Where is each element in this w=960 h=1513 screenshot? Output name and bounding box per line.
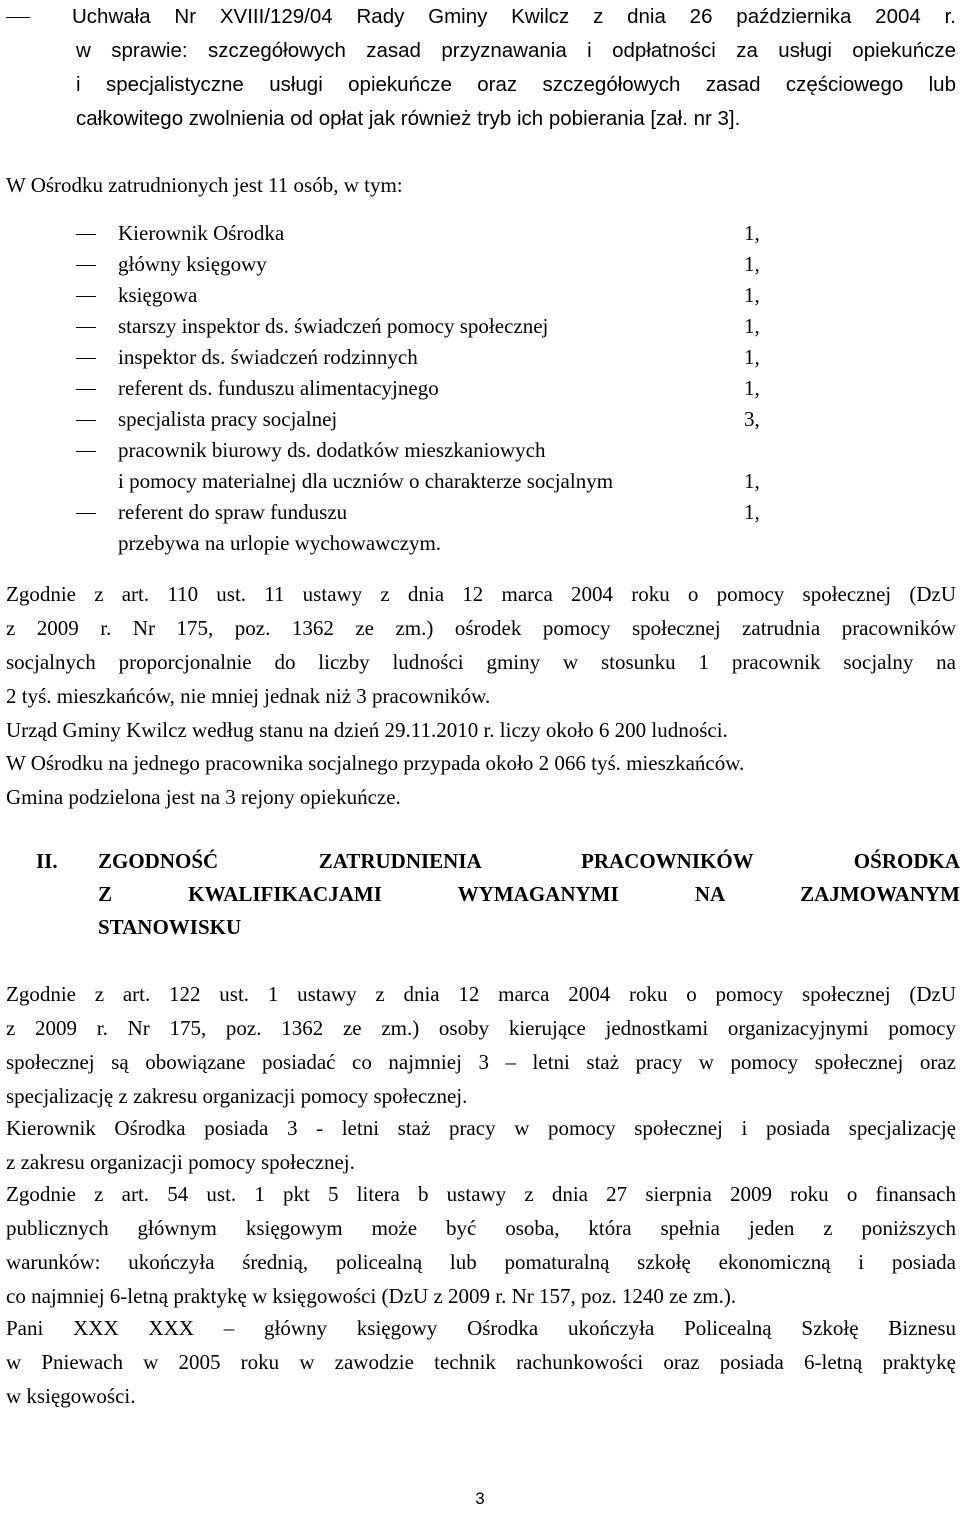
paragraph-line: 2 tyś. mieszkańców, nie mniej jednak niż 3 pracowników.	[6, 684, 491, 708]
staff-role: referent do spraw funduszu	[118, 500, 348, 524]
list-item	[0, 497, 960, 528]
paragraph-line: publicznych głównym księgowym może być osoba, która spełnia jeden z poniższych	[6, 1216, 956, 1240]
dash-marker	[76, 327, 96, 328]
per-worker-line: W Ośrodku na jednego pracownika socjalnego przypada około 2 066 tyś. mieszkańców.	[6, 751, 745, 775]
resolution-line: całkowitego zwolnienia od opłat jak również tryb ich pobierania [zał. nr 3].	[76, 107, 741, 130]
art122-paragraph	[6, 977, 956, 1113]
staff-count: 1,	[744, 314, 760, 338]
dash-marker	[76, 420, 96, 421]
staff-role: księgowa	[118, 283, 198, 307]
resolution-line: i specjalistyczne usługi opiekuńcze oraz szczegółowych zasad częściowego lub	[76, 73, 956, 96]
population-line: Urząd Gminy Kwilcz według stanu na dzień 29.11.2010 r. liczy około 6 200 ludności.	[6, 718, 728, 742]
page-number: 3	[475, 1489, 485, 1508]
list-item	[0, 249, 960, 280]
heading-line: STANOWISKU	[98, 915, 242, 939]
staff-count: 1,	[744, 252, 760, 276]
paragraph-line: w Pniewach w 2005 roku w zawodzie technik rachunkowości oraz posiada 6-letną praktykę	[6, 1350, 956, 1374]
staff-role: i pomocy materialnej dla uczniów o charakterze socjalnym	[118, 469, 614, 493]
paragraph-line: Pani XXX XXX – główny księgowy Ośrodka ukończyła Policealną Szkołę Biznesu	[6, 1316, 956, 1340]
list-item-continuation	[0, 466, 960, 497]
staff-count: 1,	[744, 376, 760, 400]
staff-role: starszy inspektor ds. świadczeń pomocy społecznej	[118, 314, 549, 338]
paragraph-line: specjalizację z zakresu organizacji pomocy społecznej.	[6, 1084, 468, 1108]
paragraph-line: Kierownik Ośrodka posiada 3 - letni staż pracy w pomocy społecznej i posiada specjalizację	[6, 1116, 956, 1140]
manager-paragraph	[6, 1111, 956, 1179]
staff-role: przebywa na urlopie wychowawczym.	[118, 531, 442, 555]
dash-marker	[76, 358, 96, 359]
staff-role: Kierownik Ośrodka	[118, 221, 285, 245]
staff-count: 1,	[744, 345, 760, 369]
paragraph-line: warunków: ukończyła średnią, policealną lub pomaturalną szkołę ekonomiczną i posiada	[6, 1250, 956, 1274]
staff-count: 1,	[744, 283, 760, 307]
dash-marker	[76, 389, 96, 390]
paragraph-line: co najmniej 6-letną praktykę w księgowości (DzU z 2009 r. Nr 157, poz. 1240 ze zm.).	[6, 1284, 737, 1308]
paragraph-line: socjalnych proporcjonalnie do liczby ludności gminy w stosunku 1 pracownik socjalny na	[6, 650, 956, 674]
paragraph-line: Zgodnie z art. 110 ust. 11 ustawy z dnia 12 marca 2004 roku o pomocy społecznej (DzU	[6, 582, 956, 606]
resolution-line: w sprawie: szczegółowych zasad przyznawania i odpłatności za usługi opiekuńcze	[76, 39, 956, 62]
dash-marker	[76, 513, 96, 514]
staff-role: inspektor ds. świadczeń rodzinnych	[118, 345, 418, 369]
paragraph-line: z 2009 r. Nr 175, poz. 1362 ze zm.) ośrodek pomocy społecznej zatrudnia pracowników	[6, 616, 956, 640]
list-item	[0, 218, 960, 249]
list-item	[0, 373, 960, 404]
ratio-paragraph	[6, 577, 956, 713]
list-item	[0, 311, 960, 342]
dash-marker	[76, 451, 96, 452]
staff-count: 1,	[744, 469, 760, 493]
dash-marker	[76, 265, 96, 266]
staff-role: specjalista pracy socjalnej	[118, 407, 338, 431]
art54-paragraph	[6, 1177, 956, 1313]
dash-marker	[76, 296, 96, 297]
staff-count: 3,	[744, 407, 760, 431]
resolution-paragraph	[6, 0, 956, 136]
list-item	[0, 342, 960, 373]
paragraph-line: Zgodnie z art. 122 ust. 1 ustawy z dnia 12 marca 2004 roku o pomocy społecznej (DzU	[6, 982, 956, 1006]
heading-line: Z KWALIFIKACJAMI WYMAGANYMI NA ZAJMOWANYM	[98, 882, 960, 906]
paragraph-line: z zakresu organizacji pomocy społecznej.	[6, 1150, 355, 1174]
staff-role: główny księgowy	[118, 252, 267, 276]
paragraph-line: w księgowości.	[6, 1384, 136, 1408]
staff-count: 1,	[744, 221, 760, 245]
section-number: II.	[36, 849, 58, 873]
districts-line: Gmina podzielona jest na 3 rejony opiekuńcze.	[6, 785, 401, 809]
staff-role: referent ds. funduszu alimentacyjnego	[118, 376, 439, 400]
dash-marker	[76, 234, 96, 235]
paragraph-line: Zgodnie z art. 54 ust. 1 pkt 5 litera b ustawy z dnia 27 sierpnia 2009 roku o finansach	[6, 1182, 956, 1206]
staff-list	[0, 218, 960, 559]
list-item	[0, 404, 960, 435]
staff-count: 1,	[744, 500, 760, 524]
staff-intro: W Ośrodku zatrudnionych jest 11 osób, w tym:	[6, 173, 403, 197]
accountant-paragraph	[6, 1311, 956, 1413]
resolution-line: Uchwała Nr XVIII/129/04 Rady Gminy Kwilcz z dnia 26 października 2004 r.	[72, 5, 956, 28]
staff-role: pracownik biurowy ds. dodatków mieszkaniowych	[118, 438, 546, 462]
heading-line: ZGODNOŚĆ ZATRUDNIENIA PRACOWNIKÓW OŚRODKA	[98, 849, 960, 873]
list-item	[0, 435, 960, 466]
list-item-continuation	[0, 528, 960, 559]
paragraph-line: społecznej są obowiązane posiadać co najmniej 3 – letni staż pracy w pomocy społecznej oraz	[6, 1050, 956, 1074]
paragraph-line: z 2009 r. Nr 175, poz. 1362 ze zm.) osoby kierujące jednostkami organizacyjnymi pomocy	[6, 1016, 956, 1040]
list-item	[0, 280, 960, 311]
